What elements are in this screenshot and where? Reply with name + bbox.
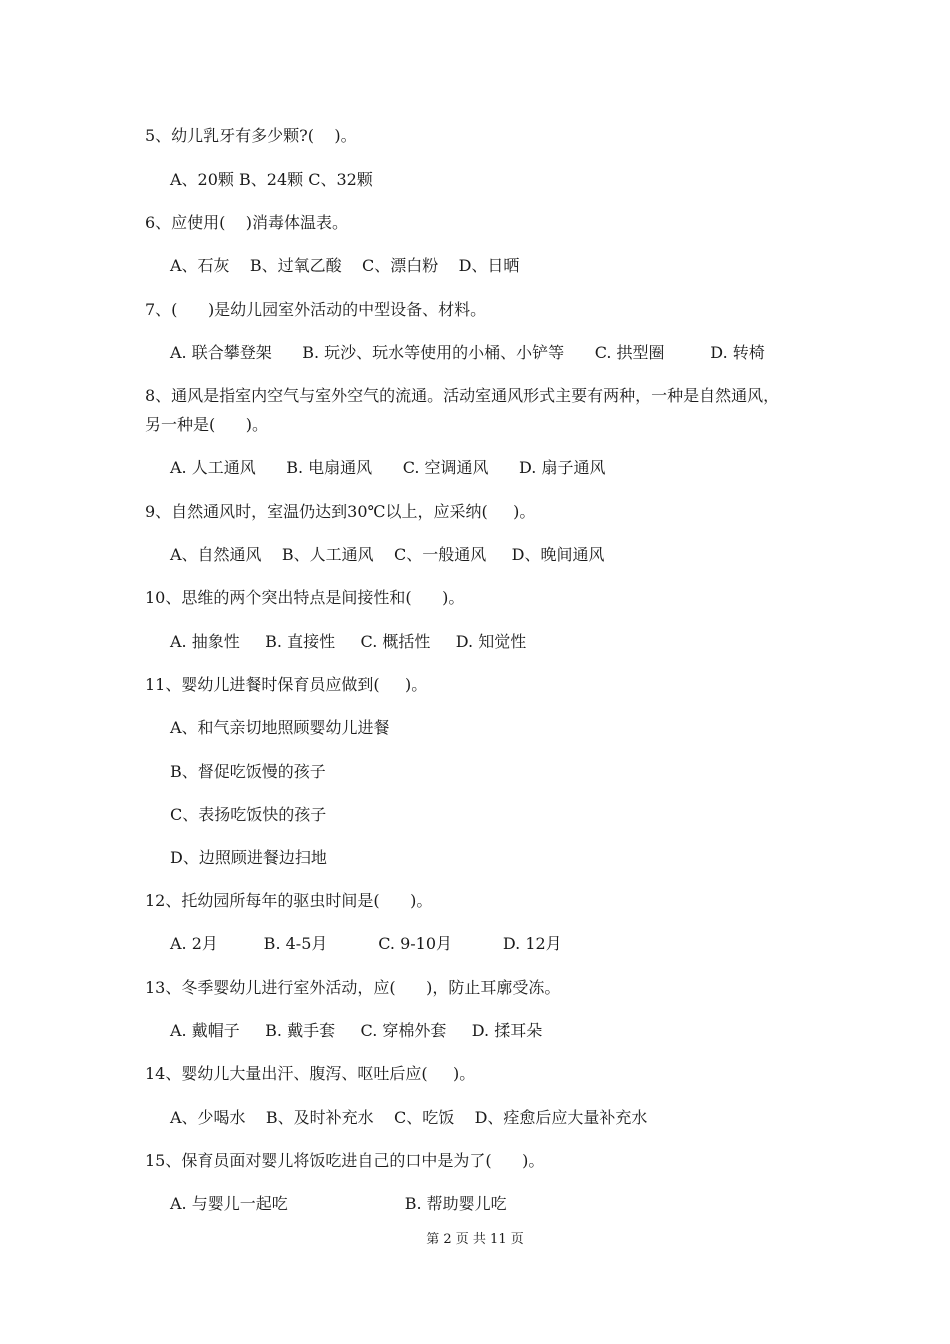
options-13: A. 戴帽子 B. 戴手套 C. 穿棉外套 D. 揉耳朵 xyxy=(170,1021,543,1040)
question-15: 15、保育员面对婴儿将饭吃进自己的口中是为了( )。 xyxy=(145,1151,545,1170)
option-11-c: C、表扬吃饭快的孩子 xyxy=(170,805,327,824)
question-7: 7、( )是幼儿园室外活动的中型设备、材料。 xyxy=(145,300,487,319)
question-5: 5、幼儿乳牙有多少颗?( )。 xyxy=(145,126,357,145)
options-5: A、20颗 B、24颗 C、32颗 xyxy=(170,170,373,189)
question-12: 12、托幼园所每年的驱虫时间是( )。 xyxy=(145,891,433,910)
options-10: A. 抽象性 B. 直接性 C. 概括性 D. 知觉性 xyxy=(170,632,527,651)
question-10: 10、思维的两个突出特点是间接性和( )。 xyxy=(145,588,465,607)
options-15: A. 与婴儿一起吃 B. 帮助婴儿吃 xyxy=(170,1194,507,1213)
question-6: 6、应使用( )消毒体温表。 xyxy=(145,213,349,232)
question-9: 9、自然通风时，室温仍达到30℃以上，应采纳( )。 xyxy=(145,502,536,521)
question-8-cont: 另一种是( )。 xyxy=(145,415,269,434)
options-9: A、自然通风 B、人工通风 C、一般通风 D、晚间通风 xyxy=(170,545,605,564)
option-11-a: A、和气亲切地照顾婴幼儿进餐 xyxy=(170,718,390,737)
page-footer: 第 2 页 共 11 页 xyxy=(426,1232,524,1247)
question-11: 11、婴幼儿进餐时保育员应做到( )。 xyxy=(145,675,428,694)
options-8: A. 人工通风 B. 电扇通风 C. 空调通风 D. 扇子通风 xyxy=(170,458,606,477)
question-14: 14、婴幼儿大量出汗、腹泻、呕吐后应( )。 xyxy=(145,1064,476,1083)
question-13: 13、冬季婴幼儿进行室外活动，应( )，防止耳廓受冻。 xyxy=(145,978,561,997)
options-6: A、石灰 B、过氧乙酸 C、漂白粉 D、日晒 xyxy=(170,256,520,275)
option-11-b: B、督促吃饭慢的孩子 xyxy=(170,762,326,781)
options-7: A. 联合攀登架 B. 玩沙、玩水等使用的小桶、小铲等 C. 拱型圈 D. 转椅 xyxy=(170,343,765,362)
question-8: 8、通风是指室内空气与室外空气的流通。活动室通风形式主要有两种，一种是自然通风， xyxy=(145,386,780,405)
options-14: A、少喝水 B、及时补充水 C、吃饭 D、痊愈后应大量补充水 xyxy=(170,1108,648,1127)
option-11-d: D、边照顾进餐边扫地 xyxy=(170,848,327,867)
options-12: A. 2月 B. 4-5月 C. 9-10月 D. 12月 xyxy=(170,934,562,953)
